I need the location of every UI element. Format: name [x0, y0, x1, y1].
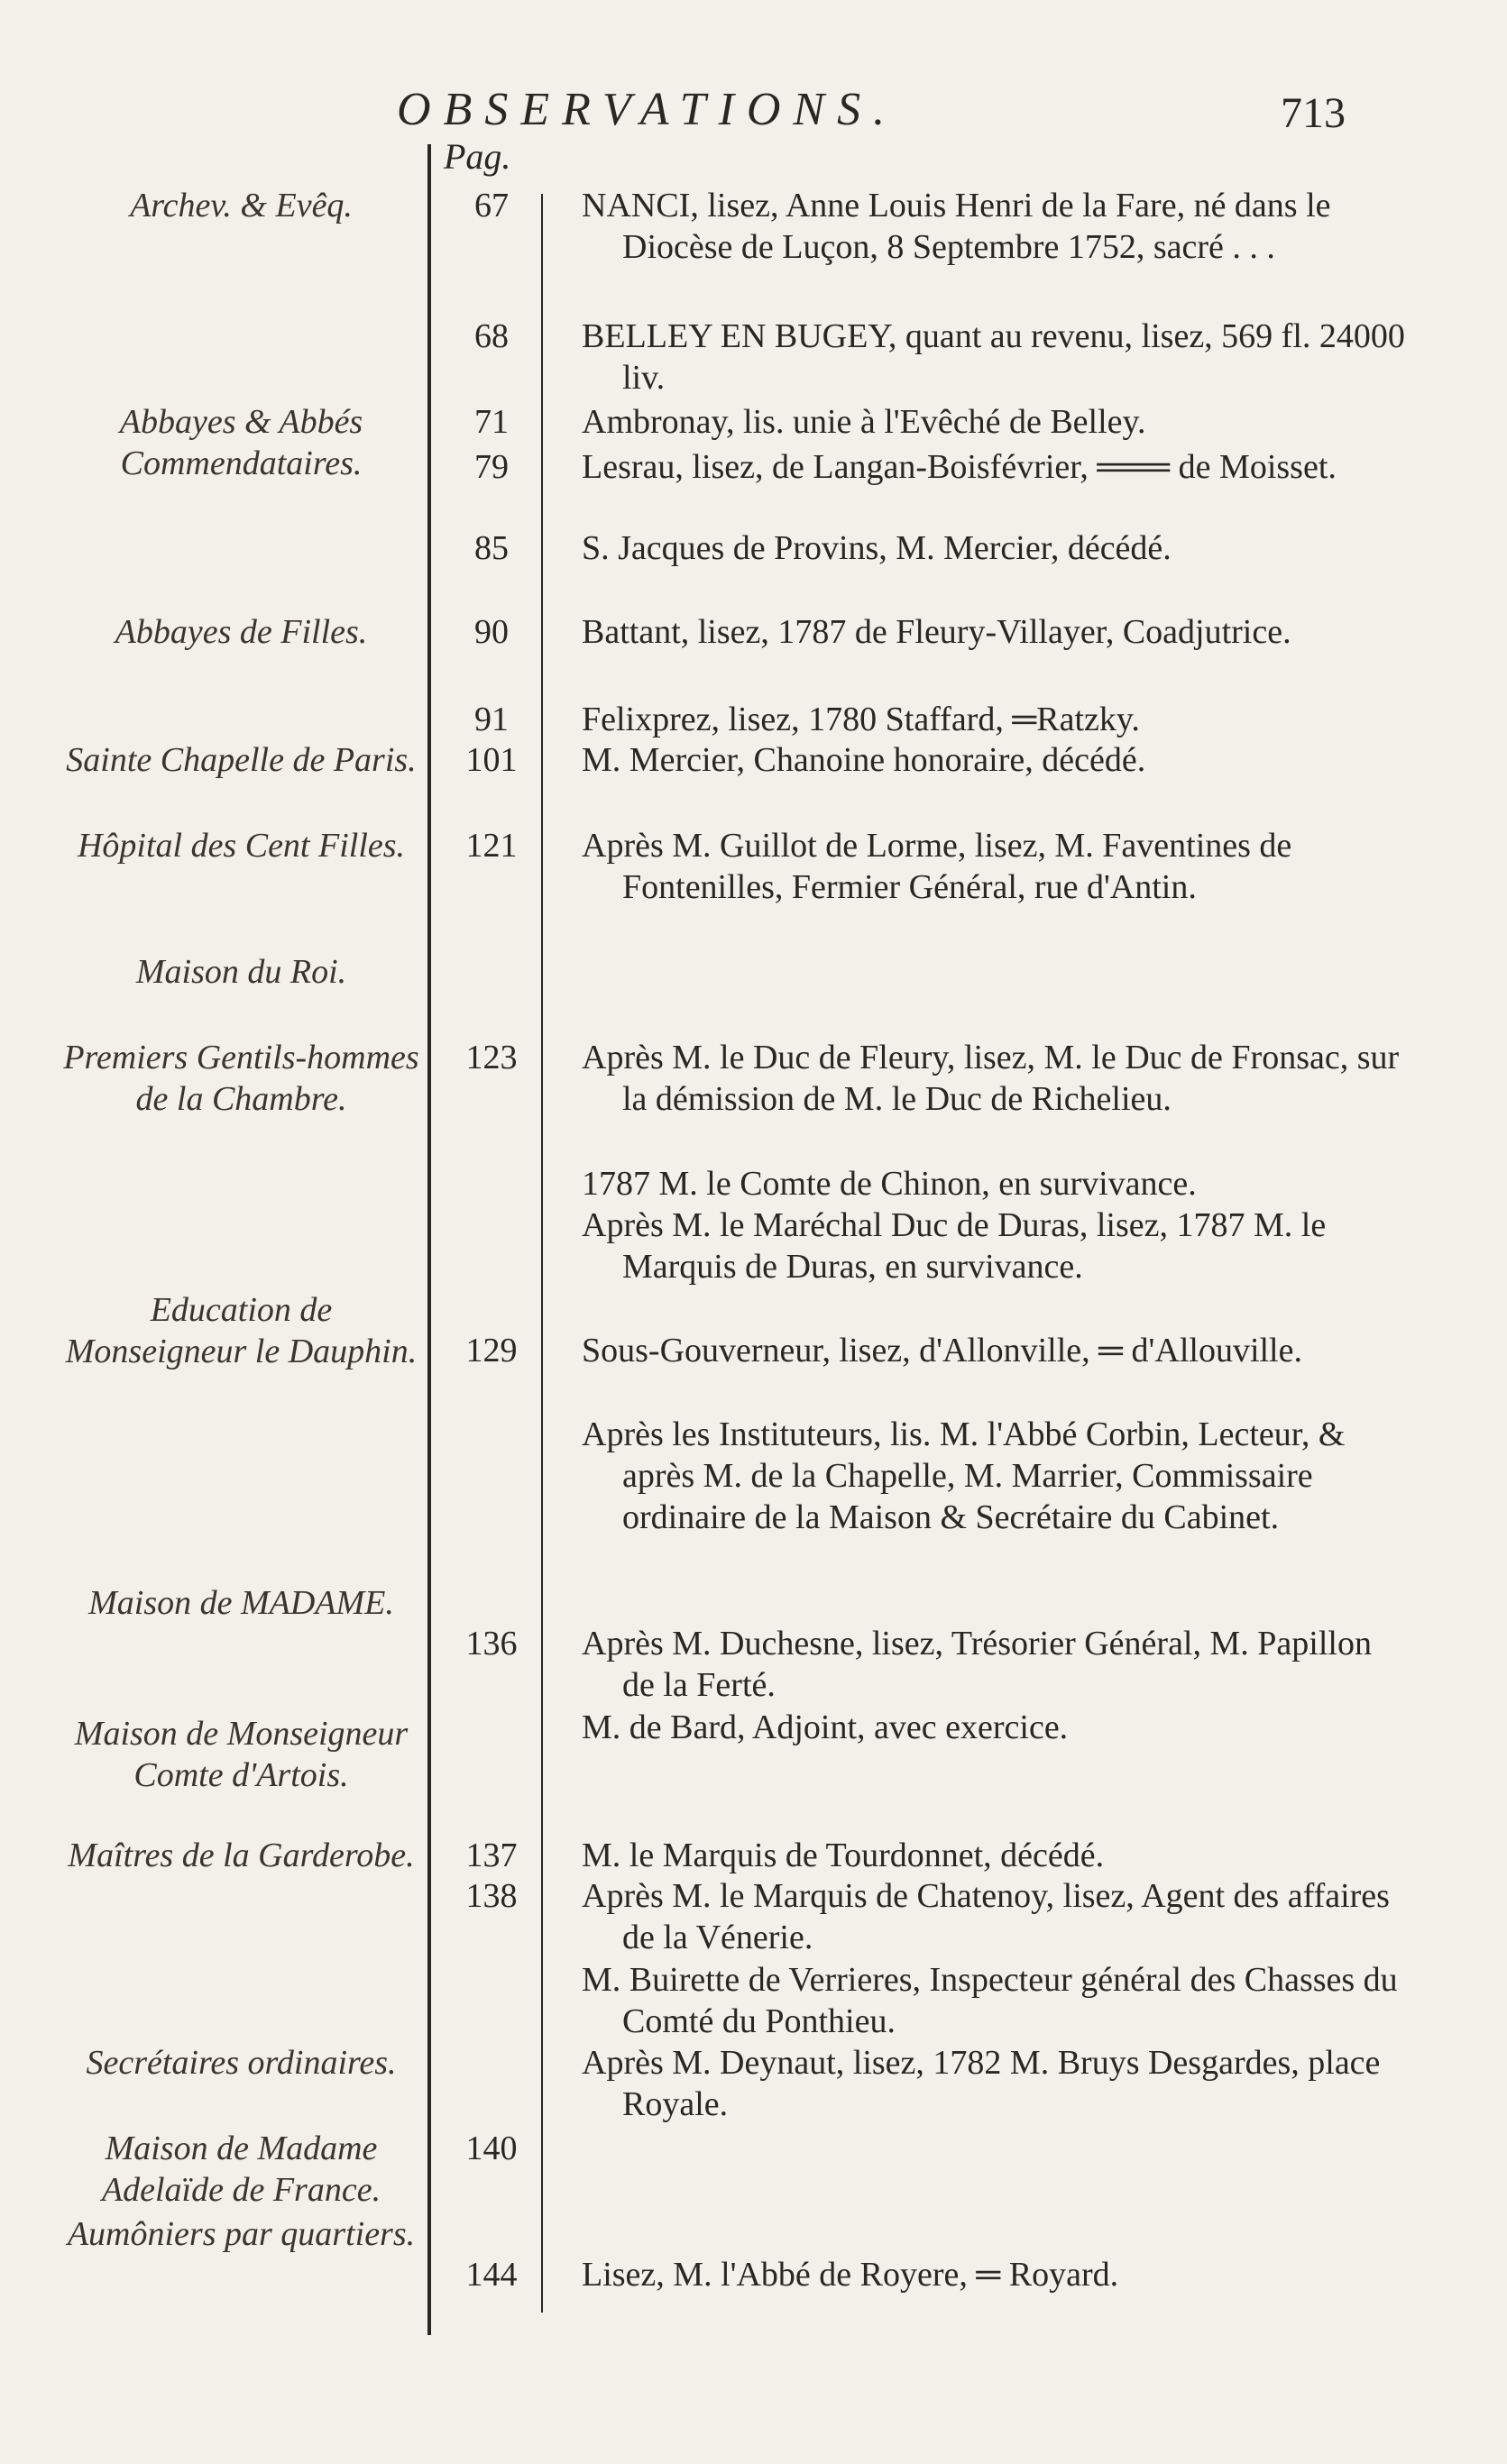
section-title: Archev. & Evêq.	[130, 187, 353, 224]
page-ref: 129	[465, 1332, 518, 1369]
correction-note: Lesrau, lisez, de Langan-Boisfévrier, ═══ de Moisset.	[582, 448, 1337, 486]
section-title: Abbayes & Abbés Commendataires.	[119, 403, 363, 482]
column-rule-left	[427, 144, 431, 2335]
correction-note: Ambronay, lis. unie à l'Evêché de Belley.	[582, 403, 1146, 441]
correction-note: Après M. Deynaut, lisez, 1782 M. Bruys Desgardes, place Royale.	[582, 2044, 1381, 2123]
page-ref: 85	[474, 529, 509, 567]
correction-note: Après M. le Marquis de Chatenoy, lisez, Agent des affaires de la Vénerie.	[582, 1877, 1390, 1956]
correction-note: M. Mercier, Chanoine honoraire, décédé.	[582, 741, 1146, 779]
correction-note: BELLEY EN BUGEY, quant au revenu, lisez, 569 fl. 24000 liv.	[582, 317, 1405, 397]
correction-note: Felixprez, lisez, 1780 Staffard, ═Ratzky.	[582, 701, 1140, 738]
page-ref: 101	[465, 741, 518, 779]
page-ref: 140	[465, 2130, 518, 2167]
correction-note: S. Jacques de Provins, M. Mercier, décédé.	[582, 529, 1172, 567]
correction-note: Après M. le Maréchal Duc de Duras, lisez, 1787 M. le Marquis de Duras, en survivance.	[582, 1206, 1327, 1286]
correction-note: 1787 M. le Comte de Chinon, en survivance.	[582, 1165, 1197, 1203]
section-title: Abbayes de Filles.	[115, 613, 368, 651]
correction-note: M. Buirette de Verrieres, Inspecteur général des Chasses du Comté du Ponthieu.	[582, 1961, 1398, 2040]
page-header	[0, 83, 1507, 146]
correction-note: Sous-Gouverneur, lisez, d'Allonville, ═ d'Allouville.	[582, 1332, 1302, 1369]
pag-column-label: Pag.	[444, 136, 511, 177]
correction-note: Après les Instituteurs, lis. M. l'Abbé Corbin, Lecteur, & après M. de la Chapelle, M. Marrier, Commissaire ordinaire de la Maison & Secrétaire du Cabinet.	[582, 1415, 1346, 1536]
page-number: 713	[1281, 89, 1346, 137]
page-ref: 67	[474, 187, 509, 224]
page-ref: 91	[474, 701, 509, 738]
correction-note: M. le Marquis de Tourdonnet, décédé.	[582, 1837, 1105, 1874]
section-title: Sainte Chapelle de Paris.	[66, 741, 417, 779]
section-title: Maison de MADAME.	[88, 1584, 394, 1622]
page-ref: 137	[465, 1837, 518, 1874]
page-ref: 90	[474, 613, 509, 651]
page-ref: 123	[465, 1039, 518, 1076]
section-title: Hôpital des Cent Filles.	[77, 827, 406, 865]
page-ref: 71	[474, 403, 509, 441]
page-ref: 144	[465, 2256, 518, 2294]
page-ref: 121	[465, 827, 518, 865]
section-title: Premiers Gentils-hommes de la Chambre.	[63, 1039, 419, 1118]
section-title: Maison de Madame Adelaïde de France.	[101, 2130, 381, 2209]
section-title: Maison de Monseigneur Comte d'Artois.	[74, 1715, 409, 1794]
section-title: Secrétaires ordinaires.	[86, 2044, 397, 2082]
column-rule-right	[541, 194, 543, 2313]
section-title: Education de Monseigneur le Dauphin.	[65, 1291, 418, 1370]
page-ref: 68	[474, 317, 509, 355]
section-title: Maîtres de la Garderobe.	[68, 1837, 415, 1874]
page-ref: 79	[474, 448, 509, 486]
page-ref: 138	[465, 1877, 518, 1915]
correction-note: Lisez, M. l'Abbé de Royere, ═ Royard.	[582, 2256, 1119, 2294]
correction-note: Après M. Guillot de Lorme, lisez, M. Faventines de Fontenilles, Fermier Général, rue d'Antin.	[582, 827, 1292, 906]
correction-note: Battant, lisez, 1787 de Fleury-Villayer, Coadjutrice.	[582, 613, 1291, 651]
correction-note: M. de Bard, Adjoint, avec exercice.	[582, 1708, 1069, 1746]
page-ref: 136	[465, 1625, 518, 1663]
running-title: OBSERVATIONS.	[397, 84, 898, 135]
section-title: Aumôniers par quartiers.	[67, 2215, 416, 2253]
correction-note: Après M. Duchesne, lisez, Trésorier Général, M. Papillon de la Ferté.	[582, 1625, 1372, 1704]
correction-note: NANCI, lisez, Anne Louis Henri de la Fare, né dans le Diocèse de Luçon, 8 Septembre 1752, sacré . . .	[582, 187, 1331, 266]
correction-note: Après M. le Duc de Fleury, lisez, M. le Duc de Fronsac, sur la démission de M. le Duc de Richelieu.	[582, 1039, 1400, 1118]
section-title: Maison du Roi.	[135, 953, 347, 991]
